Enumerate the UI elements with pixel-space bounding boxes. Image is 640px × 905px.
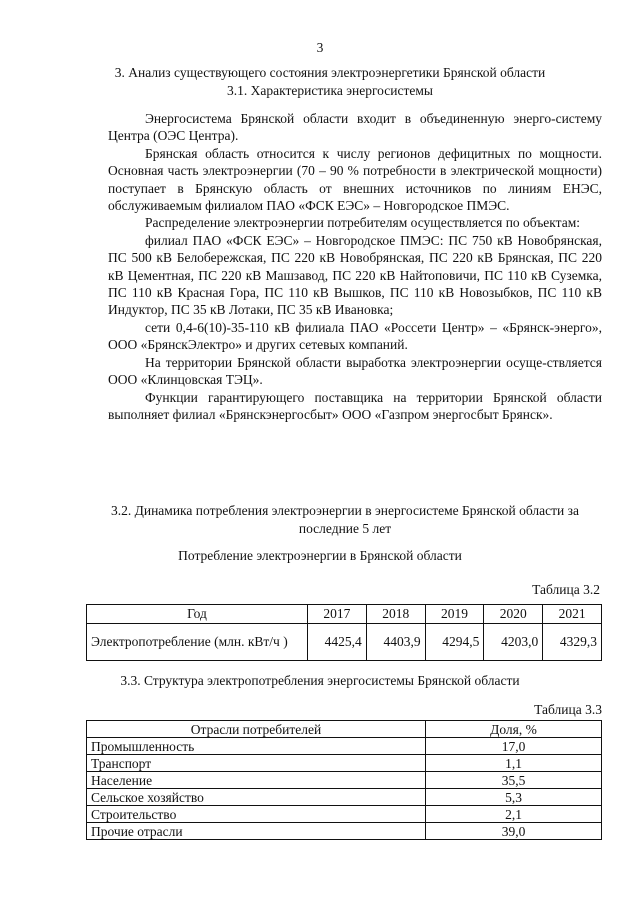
paragraph: филиал ПАО «ФСК ЕЭС» – Новгородское ПМЭС: ПС 750 кВ Новобрянская, ПС 500 кВ Белобережская, ПС 220 кВ Новобрянская, ПС 220 кВ Брянская, ПС 220 кВ Цементная, ПС 220 кВ Машзавод, ПС 220 кВ Найтоповичи, ПС 110 кВ Суземка, ПС 110 кВ Красная Гора, ПС 110 кВ Вышков, ПС 110 кВ Новозыбков, ПС 110 кВ Индуктор, ПС 35 кВ Лотаки, ПС 35 кВ Ивановка; — [108, 232, 602, 318]
share-cell: 39,0 — [426, 823, 602, 840]
header-cell: Доля, % — [426, 721, 602, 738]
sector-cell: Промышленность — [87, 738, 426, 755]
sector-cell: Прочие отрасли — [87, 823, 426, 840]
sector-cell: Население — [87, 772, 426, 789]
value-cell: 4403,9 — [366, 624, 425, 661]
table-3-3-label: Таблица 3.3 — [534, 702, 602, 717]
table-row — [87, 738, 602, 755]
table-3-2-caption: Потребление электроэнергии в Брянской области — [178, 548, 462, 563]
header-cell: 2021 — [543, 605, 602, 624]
sector-cell: Сельское хозяйство — [87, 789, 426, 806]
share-cell: 2,1 — [426, 806, 602, 823]
paragraph: Энергосистема Брянской области входит в объединенную энерго-систему Центра (ОЭС Центра). — [108, 111, 602, 144]
table-row — [87, 789, 602, 806]
row-label: Электропотребление (млн. кВт/ч ) — [87, 624, 308, 661]
table-3-2-label: Таблица 3.2 — [532, 582, 600, 597]
table-row — [87, 806, 602, 823]
header-cell: 2017 — [308, 605, 367, 624]
value-cell: 4329,3 — [543, 624, 602, 661]
header-cell: 2020 — [484, 605, 543, 624]
section-3-1-title: 3.1. Характеристика энергосистемы — [227, 83, 433, 98]
paragraph: На территории Брянской области выработка электроэнергии осуще-ствляется ООО «Клинцовская ТЭЦ». — [108, 354, 602, 388]
consumption-table — [86, 604, 602, 661]
table-row — [87, 772, 602, 789]
table-row — [87, 624, 602, 661]
paragraph: Функции гарантирующего поставщика на территории Брянской области выполняет филиал «Брянскэнергосбыт» ООО «Газпром энергосбыт Брянск». — [108, 389, 602, 422]
value-cell: 4203,0 — [484, 624, 543, 661]
table-row — [87, 755, 602, 772]
header-cell: 2018 — [366, 605, 425, 624]
share-cell: 17,0 — [426, 738, 602, 755]
table-row — [87, 823, 602, 840]
section-3-1-body — [108, 110, 602, 423]
header-cell: Отрасли потребителей — [87, 721, 426, 738]
share-cell: 5,3 — [426, 789, 602, 806]
sector-cell: Транспорт — [87, 755, 426, 772]
value-cell: 4425,4 — [308, 624, 367, 661]
header-cell-year: Год — [87, 605, 308, 624]
paragraph: Брянская область относится к числу регионов дефицитных по мощности. Основная часть электроэнергии (70 – 90 % потребности в электрической мощности) поступает в Брянскую область от внешних источников по линиям ЕНЭС, обслуживаемым филиалом ПАО «ФСК ЕЭС» – Новгородское ПМЭС. — [108, 145, 602, 214]
share-cell: 1,1 — [426, 755, 602, 772]
paragraph: Распределение электроэнергии потребителям осуществляется по объектам: — [145, 215, 581, 231]
section-3-3-title: 3.3. Структура электропотребления энергосистемы Брянской области — [120, 673, 520, 688]
table-header-row — [87, 605, 602, 624]
paragraph: сети 0,4-6(10)-35-110 кВ филиала ПАО «Россети Центр» – «Брянск-энерго», ООО «БрянскЭлектро» и других сетевых компаний. — [108, 319, 602, 353]
sector-cell: Строительство — [87, 806, 426, 823]
structure-table — [86, 720, 602, 840]
section-3-2-title: 3.2. Динамика потребления электроэнергии в энергосистеме Брянской области за последние 5 лет — [111, 503, 579, 536]
share-cell: 35,5 — [426, 772, 602, 789]
value-cell: 4294,5 — [425, 624, 484, 661]
table-header-row — [87, 721, 602, 738]
page-number: 3 — [316, 40, 324, 55]
section-3-title: 3. Анализ существующего состояния электроэнергетики Брянской области — [114, 65, 546, 80]
header-cell: 2019 — [425, 605, 484, 624]
